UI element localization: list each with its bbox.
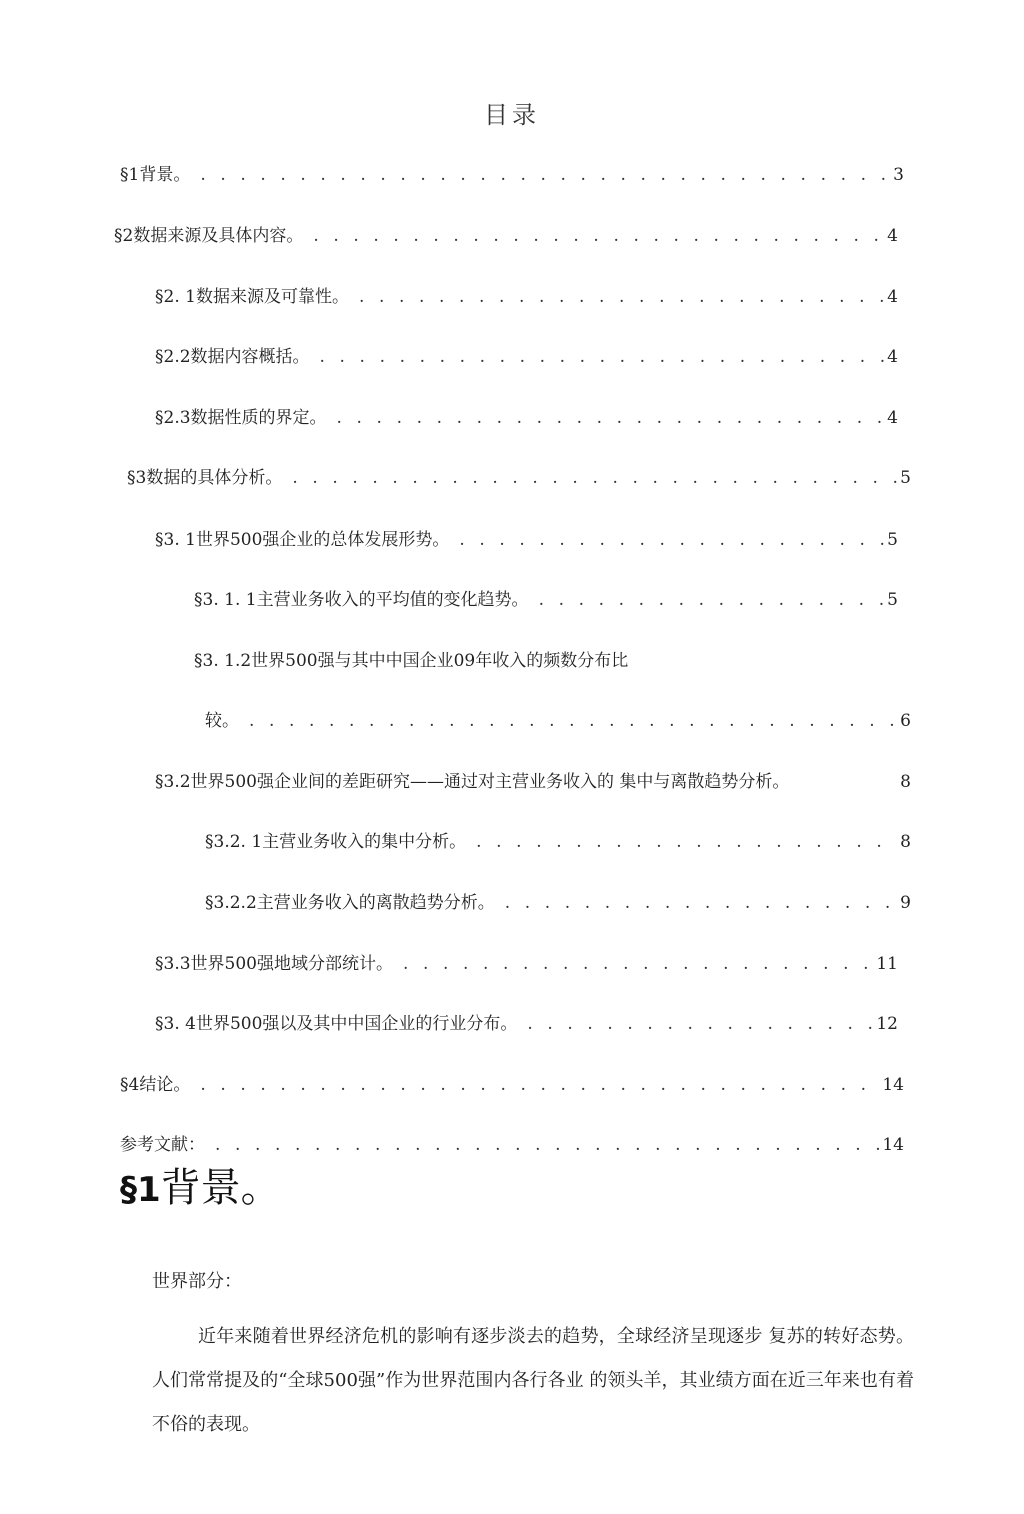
toc-entry — [127, 466, 911, 490]
toc-entry-label: §3数据的具体分析。 — [127, 468, 283, 488]
toc-entry — [155, 770, 911, 794]
toc-entry — [120, 163, 904, 187]
toc-entry-label: §3. 4世界500强以及其中中国企业的行业分布。 — [155, 1014, 518, 1034]
toc-entry-page: 6 — [900, 711, 911, 731]
toc-leader-dots — [403, 952, 874, 976]
toc-entry-label: §4结论。 — [120, 1075, 191, 1095]
toc-entry-page: 5 — [887, 590, 898, 610]
toc-entry-page: 8 — [900, 832, 911, 852]
toc-leader-dots — [337, 406, 886, 430]
toc-entry-page: 4 — [887, 287, 898, 307]
toc-entry-label: 较。 — [205, 711, 239, 731]
toc-entry — [114, 224, 898, 248]
toc-leader-dots — [215, 1133, 880, 1157]
toc-entry — [120, 1133, 904, 1157]
section-title: 背景。 — [160, 1165, 281, 1211]
toc-leader-dots — [313, 224, 885, 248]
toc-entry — [155, 528, 898, 552]
toc-entry-label: §2. 1数据来源及可靠性。 — [155, 287, 349, 307]
toc-entry-label: §2.2数据内容概括。 — [155, 347, 310, 367]
toc-entry-page: 4 — [887, 347, 898, 367]
toc-entry — [120, 1073, 904, 1097]
toc-entry-page: 14 — [882, 1135, 904, 1155]
toc-leader-dots — [249, 709, 898, 733]
section-number: §1 — [120, 1170, 161, 1210]
toc-entry — [205, 830, 911, 854]
toc-entry-label: 参考文献： — [120, 1135, 205, 1155]
toc-entry-page: 11 — [876, 954, 898, 974]
toc-entry-page: 8 — [900, 772, 911, 792]
body-paragraph: 近年来随着世界经济危机的影响有逐步淡去的趋势，全球经济呈现逐步 复苏的转好态势。人们常常提及的“全球500强”作为世界范围内各行各业 的领头羊，其业绩方面在近三年来也有着不俗的表现。 — [152, 1326, 914, 1435]
toc-entry — [205, 891, 911, 915]
toc-entry-page: 14 — [882, 1075, 904, 1095]
toc-entry-label: §3.2. 1主营业务收入的集中分析。 — [205, 832, 467, 852]
toc-entry — [155, 406, 898, 430]
toc-leader-dots — [539, 588, 886, 612]
toc-entry-label: §2.3数据性质的界定。 — [155, 408, 327, 428]
toc-entry-label: §3.2.2主营业务收入的离散趋势分析。 — [205, 893, 495, 913]
toc-entry-page: 12 — [876, 1014, 898, 1034]
toc-title: 目录 — [484, 101, 540, 129]
toc-leader-dots — [527, 1012, 874, 1036]
toc-entry-page: 5 — [887, 530, 898, 550]
toc-entry-page: 3 — [893, 165, 904, 185]
toc-entry-label: §2数据来源及具体内容。 — [114, 226, 304, 246]
toc-leader-dots — [200, 163, 891, 187]
toc-entry-label: §1背景。 — [120, 165, 191, 185]
toc-entry-label: §3. 1.2世界500强与其中中国企业09年收入的频数分布比 — [194, 651, 629, 671]
toc-entry-page: 9 — [900, 893, 911, 913]
toc-entry-page: 4 — [887, 408, 898, 428]
toc-entry — [205, 709, 911, 733]
toc-leader-dots — [459, 528, 885, 552]
toc-leader-dots — [476, 830, 898, 854]
section-heading — [120, 1163, 281, 1215]
toc-leader-dots — [320, 345, 886, 369]
subsection-label: 世界部分： — [152, 1271, 242, 1292]
toc-entry-page: 4 — [887, 226, 898, 246]
toc-entry-label: §3. 1. 1主营业务收入的平均值的变化趋势。 — [194, 590, 529, 610]
toc-entry — [155, 1012, 898, 1036]
toc-entry — [194, 588, 898, 612]
toc-entry-label: §3.3世界500强地域分部统计。 — [155, 954, 393, 974]
toc-entry — [155, 285, 898, 309]
toc-leader-dots — [292, 466, 898, 490]
toc-entry-label: §3.2世界500强企业间的差距研究——通过对主营业务收入的 集中与离散趋势分析。 — [155, 772, 790, 792]
toc-entry — [155, 952, 898, 976]
toc-entry — [194, 649, 898, 673]
toc-entry — [155, 345, 898, 369]
toc-entry-page: 5 — [900, 468, 911, 488]
toc-entry-label: §3. 1世界500强企业的总体发展形势。 — [155, 530, 450, 550]
toc-leader-dots — [359, 285, 885, 309]
toc-leader-dots — [200, 1073, 880, 1097]
toc-leader-dots — [505, 891, 898, 915]
